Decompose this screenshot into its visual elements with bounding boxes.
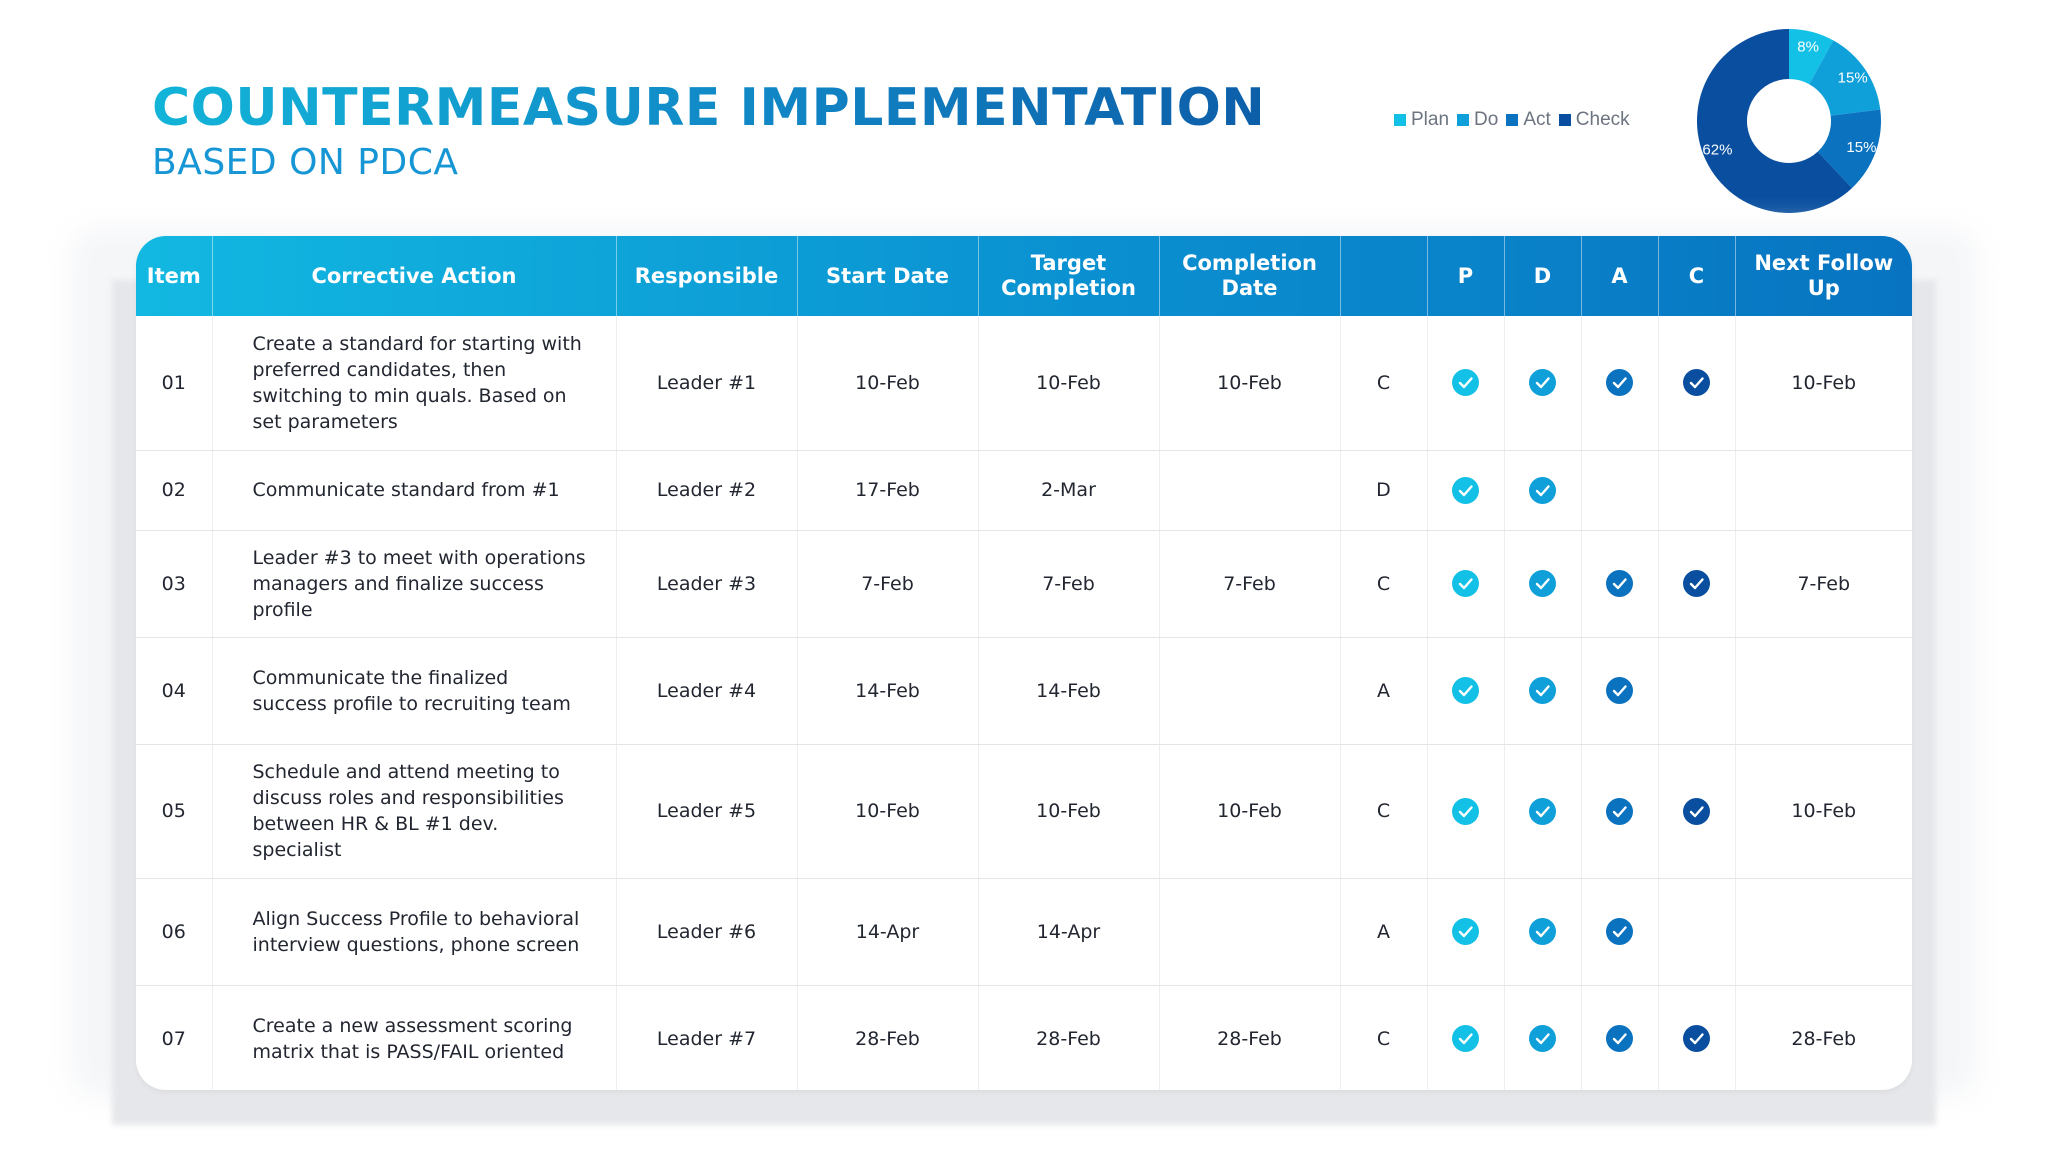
legend-swatch-check: [1559, 114, 1571, 126]
table-row: [136, 316, 1912, 450]
cell-p: [1427, 878, 1504, 985]
col-header-responsible: Responsible: [616, 236, 797, 316]
cell-d: [1504, 985, 1581, 1090]
cell-a: [1581, 530, 1658, 637]
cell-a: [1581, 637, 1658, 744]
cell-completion-date: 7-Feb: [1159, 530, 1340, 637]
check-circle-icon: [1529, 677, 1556, 704]
col-header-d: D: [1504, 236, 1581, 316]
check-circle-icon: [1529, 798, 1556, 825]
cell-corrective-action: Communicate the finalized success profile to recruiting team: [212, 637, 616, 744]
cell-completion-date: 10-Feb: [1159, 744, 1340, 878]
check-circle-icon: [1606, 798, 1633, 825]
cell-next-follow-up: 10-Feb: [1735, 744, 1912, 878]
cell-start-date: 7-Feb: [797, 530, 978, 637]
cell-completion-date: [1159, 450, 1340, 530]
cell-next-follow-up: [1735, 637, 1912, 744]
check-circle-icon: [1452, 918, 1479, 945]
check-circle-icon: [1452, 477, 1479, 504]
countermeasure-table: [136, 236, 1912, 1090]
cell-d: [1504, 878, 1581, 985]
cell-a: [1581, 316, 1658, 450]
cell-target-completion: 7-Feb: [978, 530, 1159, 637]
cell-item: 07: [136, 985, 212, 1090]
page-subtitle: BASED ON PDCA: [152, 142, 459, 183]
cell-status: A: [1340, 637, 1427, 744]
cell-item: 01: [136, 316, 212, 450]
cell-completion-date: [1159, 637, 1340, 744]
cell-a: [1581, 878, 1658, 985]
cell-target-completion: 14-Apr: [978, 878, 1159, 985]
check-circle-icon: [1606, 918, 1633, 945]
cell-next-follow-up: [1735, 450, 1912, 530]
col-header-completion-date: Completion Date: [1159, 236, 1340, 316]
cell-c: [1658, 744, 1735, 878]
cell-next-follow-up: 10-Feb: [1735, 316, 1912, 450]
countermeasure-table-card: [136, 236, 1912, 1090]
cell-responsible: Leader #7: [616, 985, 797, 1090]
cell-start-date: 10-Feb: [797, 744, 978, 878]
col-header-status: [1340, 236, 1427, 316]
cell-status: A: [1340, 878, 1427, 985]
legend-label-check: Check: [1575, 109, 1630, 130]
cell-target-completion: 10-Feb: [978, 316, 1159, 450]
legend-label-act: Act: [1523, 109, 1551, 130]
cell-p: [1427, 744, 1504, 878]
cell-start-date: 14-Apr: [797, 878, 978, 985]
cell-next-follow-up: [1735, 878, 1912, 985]
cell-p: [1427, 450, 1504, 530]
cell-corrective-action: Align Success Profile to behavioral interview questions, phone screen: [212, 878, 616, 985]
chart-legend: [1394, 109, 1630, 131]
cell-start-date: 17-Feb: [797, 450, 978, 530]
cell-p: [1427, 637, 1504, 744]
donut-label-plan: 8%: [1797, 38, 1819, 56]
cell-status: C: [1340, 744, 1427, 878]
legend-swatch-do: [1457, 114, 1469, 126]
check-circle-icon: [1529, 570, 1556, 597]
check-circle-icon: [1452, 677, 1479, 704]
legend-item-act: [1506, 109, 1550, 131]
cell-next-follow-up: 7-Feb: [1735, 530, 1912, 637]
cell-status: D: [1340, 450, 1427, 530]
table-row: [136, 744, 1912, 878]
cell-corrective-action: Leader #3 to meet with operations managers and finalize success profile: [212, 530, 616, 637]
cell-d: [1504, 637, 1581, 744]
pdca-donut-chart: [1694, 26, 1884, 216]
check-circle-icon: [1452, 369, 1479, 396]
check-circle-icon: [1529, 918, 1556, 945]
check-circle-icon: [1452, 798, 1479, 825]
col-header-corrective-action: Corrective Action: [212, 236, 616, 316]
check-circle-icon: [1606, 570, 1633, 597]
cell-c: [1658, 530, 1735, 637]
cell-responsible: Leader #1: [616, 316, 797, 450]
cell-completion-date: [1159, 878, 1340, 985]
legend-swatch-plan: [1394, 114, 1406, 126]
cell-target-completion: 14-Feb: [978, 637, 1159, 744]
check-circle-icon: [1529, 1025, 1556, 1052]
col-header-target-completion: Target Completion: [978, 236, 1159, 316]
cell-status: C: [1340, 985, 1427, 1090]
legend-item-plan: [1394, 109, 1449, 131]
cell-p: [1427, 316, 1504, 450]
legend-item-check: [1559, 109, 1630, 131]
table-header-row: [136, 236, 1912, 316]
check-circle-icon: [1683, 369, 1710, 396]
cell-p: [1427, 530, 1504, 637]
cell-next-follow-up: 28-Feb: [1791, 1027, 1857, 1050]
cell-item: 04: [136, 637, 212, 744]
legend-label-do: Do: [1474, 109, 1499, 130]
cell-responsible: Leader #4: [616, 637, 797, 744]
donut-label-check: 62%: [1702, 141, 1733, 159]
cell-d: [1504, 450, 1581, 530]
cell-c: [1658, 637, 1735, 744]
table-row: [136, 450, 1912, 530]
col-header-p: P: [1427, 236, 1504, 316]
page-title: COUNTERMEASURE IMPLEMENTATION: [152, 78, 1266, 138]
check-circle-icon: [1606, 369, 1633, 396]
cell-c: [1658, 878, 1735, 985]
cell-c: [1658, 450, 1735, 530]
cell-target-completion: 2-Mar: [978, 450, 1159, 530]
col-header-next-follow-up: Next Follow Up: [1754, 251, 1894, 300]
table-row: [136, 637, 1912, 744]
check-circle-icon: [1452, 570, 1479, 597]
legend-item-do: [1457, 109, 1498, 131]
table-row: [136, 985, 1912, 1090]
check-circle-icon: [1606, 677, 1633, 704]
cell-completion-date: 10-Feb: [1159, 316, 1340, 450]
check-circle-icon: [1683, 570, 1710, 597]
cell-corrective-action: Schedule and attend meeting to discuss roles and responsibilities between HR & BL #1 dev. specialist: [212, 744, 616, 878]
cell-d: [1504, 530, 1581, 637]
cell-c: [1658, 985, 1735, 1090]
cell-corrective-action: Create a new assessment scoring matrix that is PASS/FAIL oriented: [212, 985, 616, 1090]
cell-d: [1504, 316, 1581, 450]
cell-a: [1581, 985, 1658, 1090]
cell-start-date: 10-Feb: [797, 316, 978, 450]
legend-swatch-act: [1506, 114, 1518, 126]
cell-corrective-action: Create a standard for starting with preferred candidates, then switching to min quals. Based on set parameters: [212, 316, 616, 450]
cell-item: 05: [136, 744, 212, 878]
col-header-item: Item: [136, 236, 212, 316]
cell-status: C: [1340, 530, 1427, 637]
cell-responsible: Leader #2: [616, 450, 797, 530]
check-circle-icon: [1683, 798, 1710, 825]
col-header-a: A: [1581, 236, 1658, 316]
check-circle-icon: [1452, 1025, 1479, 1052]
cell-responsible: Leader #3: [616, 530, 797, 637]
cell-corrective-action: Communicate standard from #1: [212, 450, 616, 530]
cell-target-completion: 28-Feb: [978, 985, 1159, 1090]
cell-c: [1658, 316, 1735, 450]
cell-item: 02: [136, 450, 212, 530]
cell-target-completion: 10-Feb: [978, 744, 1159, 878]
cell-p: [1427, 985, 1504, 1090]
cell-responsible: Leader #6: [616, 878, 797, 985]
cell-start-date: 28-Feb: [797, 985, 978, 1090]
cell-completion-date: 28-Feb: [1159, 985, 1340, 1090]
legend-label-plan: Plan: [1411, 109, 1450, 130]
donut-label-act: 15%: [1846, 139, 1877, 157]
cell-item: 03: [136, 530, 212, 637]
cell-status: C: [1340, 316, 1427, 450]
check-circle-icon: [1529, 477, 1556, 504]
col-header-start-date: Start Date: [797, 236, 978, 316]
check-circle-icon: [1529, 369, 1556, 396]
check-circle-icon: [1683, 1025, 1710, 1052]
table-row: [136, 530, 1912, 637]
cell-a: [1581, 450, 1658, 530]
cell-start-date: 14-Feb: [797, 637, 978, 744]
donut-label-do: 15%: [1837, 69, 1868, 87]
table-row: [136, 878, 1912, 985]
cell-d: [1504, 744, 1581, 878]
cell-a: [1581, 744, 1658, 878]
check-circle-icon: [1606, 1025, 1633, 1052]
col-header-c: C: [1658, 236, 1735, 316]
cell-item: 06: [136, 878, 212, 985]
cell-responsible: Leader #5: [616, 744, 797, 878]
